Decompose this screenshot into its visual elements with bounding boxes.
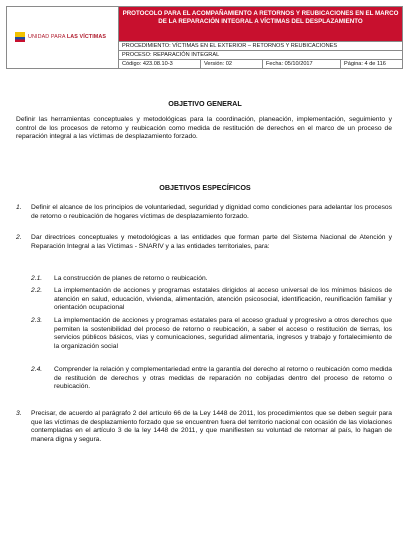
codigo-cell: Código: 423.08.10-3 [119,60,201,68]
pagina-cell: Página: 4 de 116 [344,61,386,67]
proceso-row: PROCESO: REPARACIÓN INTEGRAL [119,50,402,59]
logo-text [28,34,106,40]
sub-list-item-number: 2.2. [31,287,43,294]
fecha-cell: Fecha: 05/10/2017 [263,60,341,68]
list-item-text: Precisar, de acuerdo al parágrafo 2 del artículo 66 de la Ley 1448 de 2011, los procedimientos que se deben seguir para que las víctimas de desplazamiento forzado que se encuentren fuera del territorio nacional con ocasión de las violaciones contempladas en el artículo 3 de la ley 1448 de 2011, y que manifiesten su voluntad de retornar al país, lo hagan de manera digna y segura. [31,410,392,443]
logo-text-prefix: UNIDAD PARA [28,34,67,40]
document-header-table [6,6,403,69]
list-item-number: 3. [16,410,22,417]
list-item-text: Definir el alcance de los principios de voluntariedad, seguridad y dignidad como condiciones para adelantar los procesos de retorno o reubicación de hogares víctimas de desplazamiento forzado. [31,204,392,220]
sub-list-item [31,366,392,392]
logo-text-brand: LAS VÍCTIMAS [66,34,107,40]
list-item [16,204,392,221]
metadata-row [119,59,402,68]
list-item-text: Dar directrices conceptuales y metodológicas a las entidades que forman parte del Sistema Nacional de Atención y Reparación Integral a las Víctimas - SNARIV y a las entidades territoriales, para: [31,234,392,250]
version-cell: Versión: 02 [201,60,263,68]
list-item [16,234,392,251]
sub-list-item [31,287,392,313]
logo-cell [7,7,119,68]
colombia-flag-icon [15,32,25,42]
sub-list-item [31,275,392,284]
list-item-number: 1. [16,204,22,211]
objetivos-especificos-heading: OBJETIVOS ESPECÍFICOS [159,183,251,192]
sub-list-item [31,317,392,351]
sub-list-item-text: La implementación de acciones y programas estatales para el acceso gradual y progresivo a otros derechos que permiten la sostenibilidad del proceso de retorno o reubicación, a saber el acceso o restitución de tierras, los servicios públicos básicos, vías y comunicaciones, seguridad alimentaria, ingresos y trabajo y fortalecimiento de la organización social [54,317,392,350]
sub-list-item-number: 2.4. [31,366,43,373]
sub-list-item-number: 2.1. [31,275,43,282]
unidad-victimas-logo [15,32,106,42]
objetivo-general-text: Definir las herramientas conceptuales y metodológicas para la coordinación, planeación, implementación, seguimiento y control de los procesos de retorno y reubicación como medida de restitución de derechos en el marco de un proceso de reparación integral a las víctimas de desplazamiento forzado. [16,116,392,141]
sub-list-item-text: Comprender la relación y complementariedad entre la garantía del derecho al retorno o reubicación como medida de restitución de derechos y otras medidas de reparación no cobijadas dentro del proceso de retorno o reubicación. [54,366,392,391]
objetivo-general-heading: OBJETIVO GENERAL [168,99,242,108]
protocol-title: PROTOCOLO PARA EL ACOMPAÑAMIENTO A RETORNOS Y REUBICACIONES EN EL MARCO DE LA REPARACIÓN INTEGRAL A VÍCTIMAS DEL DESPLAZAMIENTO [119,7,402,41]
procedimiento-row: PROCEDIMIENTO: VÍCTIMAS EN EL EXTERIOR – RETORNOS Y REUBICACIONES [119,41,402,50]
sub-list-item-text: La implementación de acciones y programas estatales dirigidos al acceso universal de los mínimos básicos de atención en salud, educación, vivienda, alimentación, atención psicosocial, identificación, reunificación familiar y orientación ocupacional [54,287,392,312]
sub-list-item-text: La construcción de planes de retorno o reubicación. [54,275,208,282]
list-item [16,410,392,444]
sub-list-item-number: 2.3. [31,317,43,324]
list-item-number: 2. [16,234,22,241]
